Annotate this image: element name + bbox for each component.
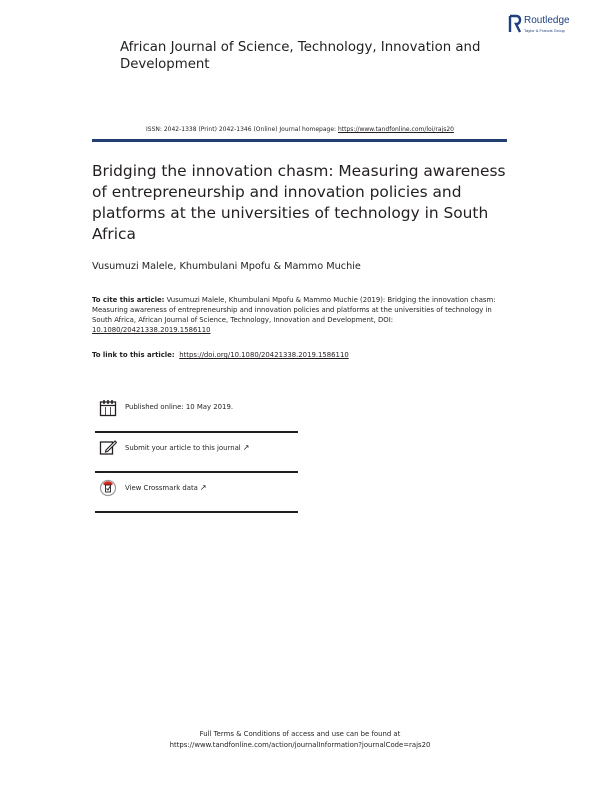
published-online-label: Published online: 10 May 2019. <box>125 403 234 411</box>
edit-icon <box>99 439 117 457</box>
journal-homepage-link[interactable]: https://www.tandfonline.com/loi/rajs20 <box>337 126 454 133</box>
item-divider <box>95 511 298 513</box>
routledge-logo <box>508 14 588 42</box>
article-link-line <box>92 351 349 359</box>
footer-url[interactable]: https://www.tandfonline.com/action/journalInformation?journalCode=rajs20 <box>169 741 431 749</box>
article-doi-url[interactable]: https://doi.org/10.1080/20421338.2019.1586110 <box>179 351 349 359</box>
external-link-icon: ↗ <box>242 443 250 452</box>
crossmark-item[interactable] <box>95 479 298 513</box>
issn-line <box>0 126 600 133</box>
routledge-logo-icon <box>508 14 522 34</box>
crossmark-icon <box>99 479 117 497</box>
external-link-icon: ↗ <box>199 483 207 492</box>
header-rule <box>92 139 507 142</box>
article-title: Bridging the innovation chasm: Measuring awareness of entrepreneurship and innovation policies and platforms at the universities of technology in South Africa <box>92 162 506 243</box>
citation-text: Vusumuzi Malele, Khumbulani Mpofu & Mammo Muchie (2019): Bridging the innovation chasm: Measuring awareness of entrepreneurship and innovation policies and platforms at the universities of technology in South Africa, African Journal of Science, Technology, Innovation and Development, DOI: <box>92 296 496 324</box>
published-online-item <box>95 399 298 433</box>
journal-title: African Journal of Science, Technology, Innovation and Development <box>120 40 481 72</box>
footer-terms: Full Terms & Conditions of access and use can be found at <box>199 730 401 738</box>
item-divider <box>95 471 298 473</box>
doi-link[interactable]: 10.1080/20421338.2019.1586110 <box>92 326 211 334</box>
item-divider <box>95 431 298 433</box>
logo-name: Routledge <box>524 15 570 26</box>
article-authors: Vusumuzi Malele, Khumbulani Mpofu & Mammo Muchie <box>92 261 361 272</box>
logo-tagline: Taylor & Francis Group <box>524 28 565 33</box>
crossmark-label: View Crossmark data <box>125 484 198 492</box>
crossmark-link[interactable] <box>125 483 207 492</box>
citation-label: To cite this article: <box>92 296 165 304</box>
submit-article-label: Submit your article to this journal <box>125 444 241 452</box>
link-label: To link to this article: <box>92 351 177 359</box>
issn-text: ISSN: 2042-1338 (Print) 2042-1346 (Online) Journal homepage: <box>146 126 338 133</box>
calendar-icon <box>99 399 117 417</box>
submit-article-item[interactable] <box>95 439 298 473</box>
submit-article-link[interactable] <box>125 443 249 452</box>
citation-block <box>92 295 512 335</box>
footer <box>0 729 600 751</box>
